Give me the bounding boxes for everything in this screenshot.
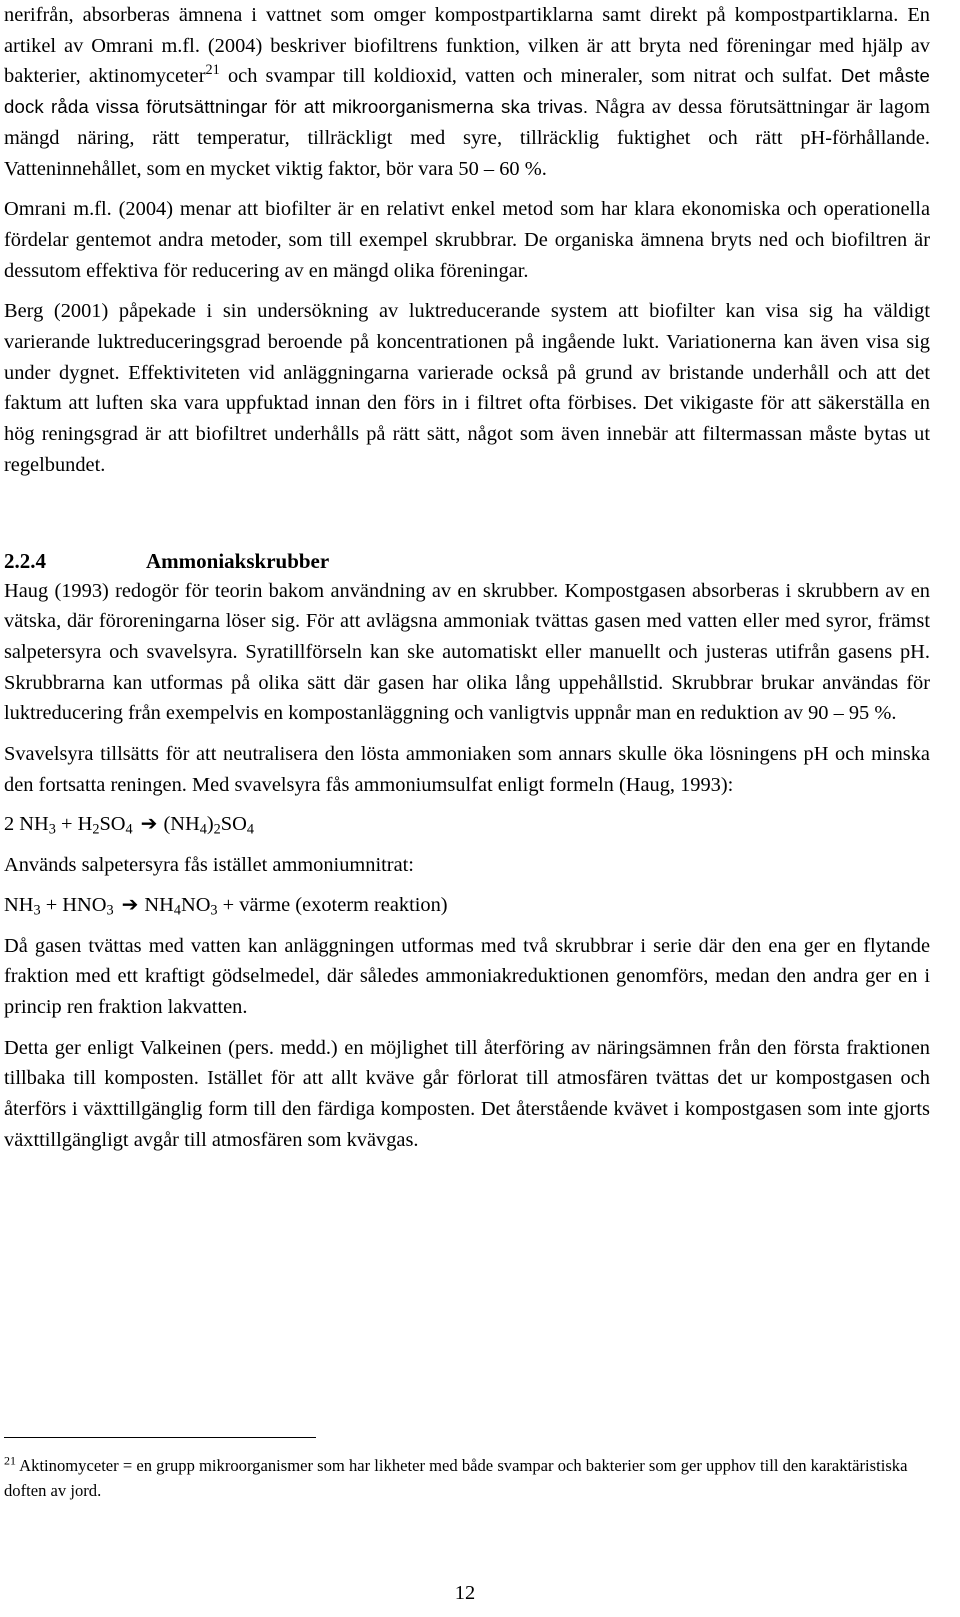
formula-part: ) xyxy=(206,813,214,836)
section-title: Ammoniakskrubber xyxy=(146,548,330,573)
paragraph-text: Några av dessa förutsättningar är lagom mängd näring, rätt temperatur, tillräckligt med syre, tillräcklig fuktighet och rätt pH-förhållande. xyxy=(4,96,930,149)
formula-subscript: 2 xyxy=(213,822,221,839)
paragraph-biofilter-function xyxy=(4,0,930,184)
paragraph-two-scrubbers: Då gasen tvättas med vatten kan anläggningen utformas med två skrubbrar i serie där den ena ger en flytande fraktion med ett kraftigt gödselmedel, där således ammoniakreduktionen genomförs, medan den andra ger en i princip ren fraktion lakvatten. xyxy=(4,934,930,1018)
formula-ammonium-nitrate xyxy=(4,889,930,921)
formula-subscript: 4 xyxy=(199,822,207,839)
section-heading xyxy=(4,546,930,576)
footnote-divider xyxy=(4,1437,316,1438)
formula-part: NH xyxy=(144,893,174,916)
footnote-text: Aktinomyceter = en grupp mikroorganismer som har likheter med både svampar och bakterier som ger upphov till den karaktäristiska doften av jord. xyxy=(4,1456,908,1500)
formula-subscript: 4 xyxy=(246,822,254,839)
paragraph-haug: Haug (1993) redogör för teorin bakom användning av en skrubber. Kompostgasen absorberas i skrubbern av en vätska, där föroreningarna löser sig. För att avlägsna ammoniak tvättas gasen med vatten eller med syror, främst salpetersyra och svavelsyra. Syratillförseln kan ske automatiskt eller manuellt och justeras utifrån gasens pH. Skrubbrarna kan utformas på olika sätt där gasen har olika lång uppehållstid. Skrubbrar brukar användas för luktreducering från exempelvis en kompostanläggning och vanligtvis uppnår man en reduktion av 90 – 95 %. xyxy=(4,579,930,725)
formula-subscript: 3 xyxy=(33,902,41,919)
paragraph-valkeinen: Detta ger enligt Valkeinen (pers. medd.) en möjlighet till återföring av näringsämnen från den första fraktionen tillbaka till komposten. Istället för att allt kväve går förlorat till atmosfären tvättas det ur kompostgasen och återförs i växttillgänglig form till den färdiga komposten. Det återstående kvävet i kompostgasen som inte gjorts växttillgängligt avgår till atmosfären som kvävgas. xyxy=(4,1036,930,1151)
reaction-arrow-icon: ➔ xyxy=(140,811,158,836)
formula-subscript: 3 xyxy=(210,902,218,919)
paragraph-berg: Berg (2001) påpekade i sin undersökning av luktreducerande system att biofilter kan visa sig ha väldigt varierande luktreduceringsgrad beroende på koncentrationen på ingående lukt. Variationerna kan även visa sig under dygnet. Effektiviteten vid anläggningarna varierade också på grund av bristande underhåll och att det faktum att luften ska vara uppfuktad innan den förs in i filtret ofta förbises. Det vikigaste för att säkerställa en hög reningsgrad är att biofiltret underhålls på rätt sätt, något som även innebär att filtermassan måste bytas ut regelbundet. xyxy=(4,300,930,476)
formula-ammonium-sulfate xyxy=(4,808,930,840)
paragraph-formula-intro: Används salpetersyra fås istället ammoniumnitrat: xyxy=(4,854,414,877)
footnote-marker: 21 xyxy=(4,1453,16,1468)
page-number: 12 xyxy=(454,1582,476,1604)
paragraph-text: Det måste dock råda vissa förutsättningar för att mikroorganismerna ska trivas. xyxy=(4,65,931,118)
paragraph-text: och svampar till koldioxid, vatten och mineraler, som nitrat och sulfat. xyxy=(219,65,833,88)
paragraph-svavelsyra: Svavelsyra tillsätts för att neutralisera den lösta ammoniaken som annars skulle öka lösningens pH och minska den fortsatta reningen. Med svavelsyra fås ammoniumsulfat enligt formeln (Haug, 1993): xyxy=(4,743,930,796)
formula-part: 2 NH xyxy=(4,813,49,836)
paragraph-omrani: Omrani m.fl. (2004) menar att biofilter är en relativt enkel metod som har klara ekonomiska och operationella fördelar gentemot andra metoder, som till exempel skrubbrar. De organiska ämnena bryts ned och biofiltren är dessutom effektiva för reducering av en mängd olika föreningar. xyxy=(4,198,930,282)
formula-subscript: 4 xyxy=(173,902,181,919)
formula-part: + värme (exoterm reaktion) xyxy=(217,893,448,916)
formula-part: SO xyxy=(220,813,247,836)
formula-subscript: 2 xyxy=(92,822,100,839)
document-page xyxy=(4,0,930,1156)
paragraph-text: nerifrån, absorberas ämnena i vattnet som omger kompostpartiklarna samt direkt på kompostpartiklarna. En artikel av Omrani m.fl. (2004) beskriver biofiltrens funktion, vilken är att bryta ned föreningar med hjälp av bakterier, aktinomyceter xyxy=(4,4,930,88)
footnote xyxy=(4,1454,930,1503)
formula-part: + H xyxy=(55,813,93,836)
formula-subscript: 3 xyxy=(48,822,56,839)
footnote-reference[interactable]: 21 xyxy=(205,62,220,79)
paragraph-text: Vatteninnehållet, som en mycket viktig faktor, bör vara 50 – 60 %. xyxy=(4,157,547,180)
section-number: 2.2.4 xyxy=(4,548,46,573)
formula-part: SO xyxy=(99,813,126,836)
reaction-arrow-icon: ➔ xyxy=(121,891,139,916)
formula-part: NO xyxy=(180,893,211,916)
formula-part: + HNO xyxy=(40,893,107,916)
formula-subscript: 4 xyxy=(125,822,133,839)
formula-part: NH xyxy=(4,893,34,916)
formula-subscript: 3 xyxy=(106,902,114,919)
formula-part: (NH xyxy=(163,813,200,836)
